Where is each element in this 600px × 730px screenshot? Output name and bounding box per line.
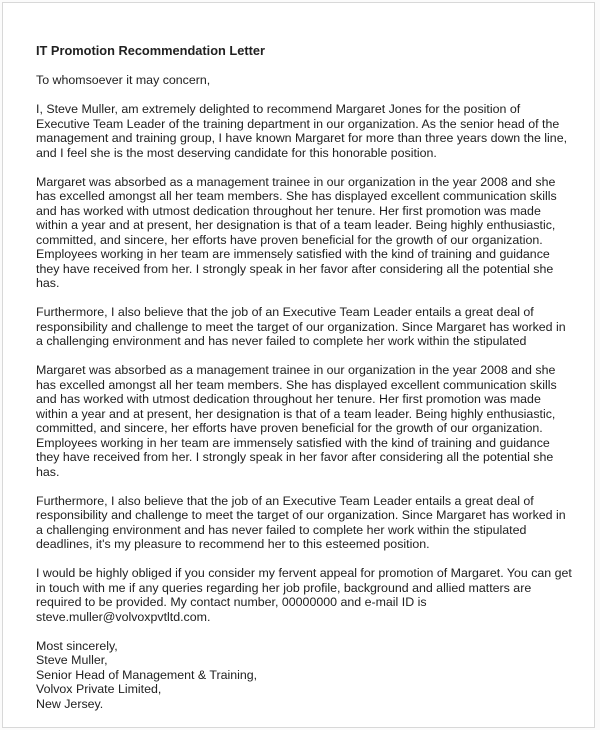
letter-paragraph-contact: I would be highly obliged if you consider my fervent appeal for promotion of Margaret. You can get in touch with me if any queries regarding her job profile, background and allied matters are required to be provided. My contact number, 00000000 and e-mail ID is steve.muller@volvoxpvtltd.com. xyxy=(36,566,572,624)
signature-closing: Most sincerely, xyxy=(36,638,118,653)
signature-name: Steve Muller, xyxy=(36,653,108,667)
letter-paragraph-furthermore-full: Furthermore, I also believe that the job of an Executive Team Leader entails a great deal of responsibility and challenge to meet the target of our organization. Since Margaret has worked in a challenging environment and has never failed to complete her work within the stipulated deadlines, it's my pleasure to recommend her to this esteemed position. xyxy=(36,493,566,551)
letter-paragraph-furthermore-truncated: Furthermore, I also believe that the job of an Executive Team Leader entails a great deal of responsibility and challenge to meet the target of our organization. Since Margaret has worked in a challenging environment and has never failed to complete her work within the stipulated xyxy=(36,305,566,348)
letter-content xyxy=(3,3,594,711)
signature-company: Volvox Private Limited, xyxy=(36,682,162,696)
signature-block xyxy=(36,639,574,712)
letter-page xyxy=(2,2,595,728)
letter-paragraph-intro: I, Steve Muller, am extremely delighted to recommend Margaret Jones for the position of Executive Team Leader of the training department in our organization. As the senior head of the management and training group, I have known Margaret for more than three years down the line, and I feel she is the most deserving candidate for this honorable position. xyxy=(36,102,568,160)
signature-designation: Senior Head of Management & Training, xyxy=(36,667,258,682)
letter-paragraph-background-repeat: Margaret was absorbed as a management trainee in our organization in the year 2008 and she has excelled amongst all her team members. She has displayed excellent communication skills and has worked with utmost dedication throughout her tenure. Her first promotion was made within a year and at present, her designation is that of a team leader. Being highly enthusiastic, committed, and sincere, her efforts have proven beneficial for the growth of our organization. Employees working in her team are immensely satisfied with the kind of training and guidance they have received from her. I strongly speak in her favor after considering all the potential she has. xyxy=(36,363,557,479)
letter-title: IT Promotion Recommendation Letter xyxy=(36,43,265,58)
letter-salutation: To whomsoever it may concern, xyxy=(36,73,211,87)
signature-location: New Jersey. xyxy=(36,696,104,711)
letter-paragraph-background: Margaret was absorbed as a management trainee in our organization in the year 2008 and she has excelled amongst all her team members. She has displayed excellent communication skills and has worked with utmost dedication throughout her tenure. Her first promotion was made within a year and at present, her designation is that of a team leader. Being highly enthusiastic, committed, and sincere, her efforts have proven beneficial for the growth of our organization. Employees working in her team are immensely satisfied with the kind of training and guidance they have received from her. I strongly speak in her favor after considering all the potential she has. xyxy=(36,174,557,290)
